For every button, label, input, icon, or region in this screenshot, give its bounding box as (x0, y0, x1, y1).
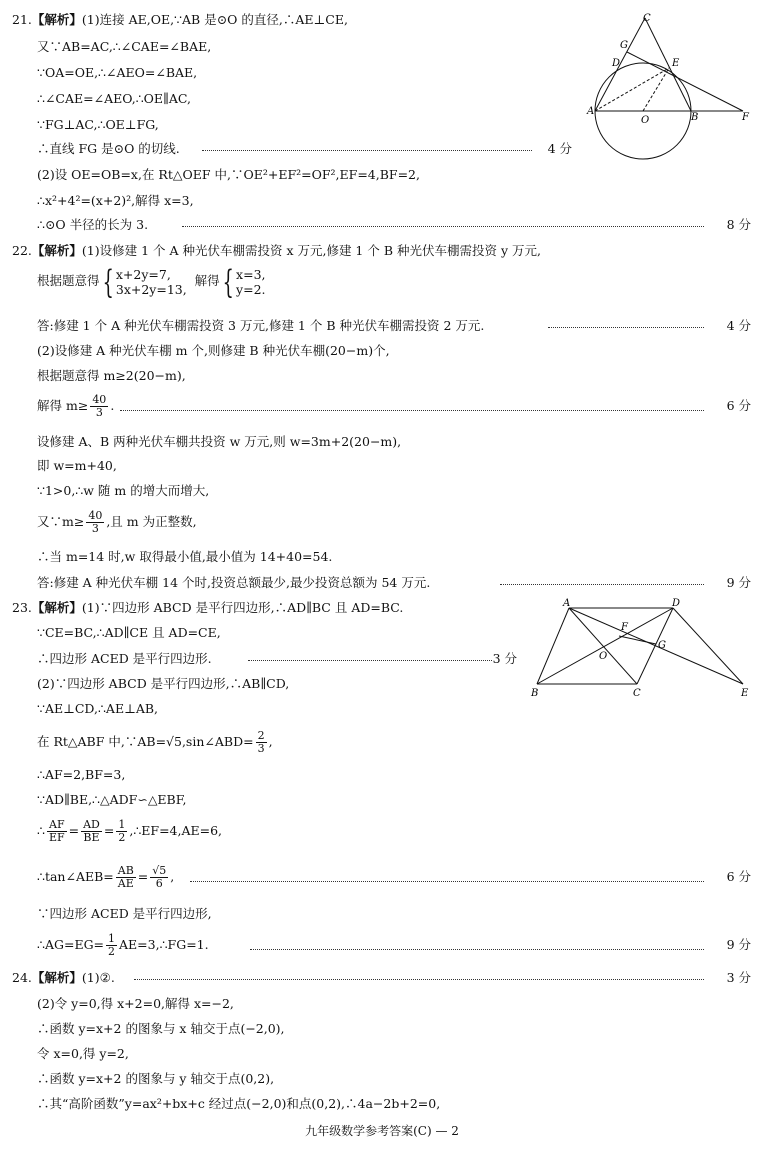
q21-leader-2 (182, 217, 704, 227)
q24-score-1: 3 分 (726, 970, 751, 985)
q22-analysis-tag: 【解析】 (31, 243, 82, 258)
q23-score-1: 3 分 (492, 651, 517, 666)
q22-line-2: 根据题意得{ x+2y=7, 3x+2y=13, 解得{ x=3, y=2. (37, 262, 266, 301)
q23-leader-3 (250, 940, 704, 950)
q23-line-2: ∵CE=BC,∴AD∥CE 且 AD=CE, (37, 625, 221, 640)
q24-analysis-tag: 【解析】 (31, 970, 82, 985)
q21-line-6: ∴直线 FG 是⊙O 的切线. (37, 141, 180, 156)
q22-line-5: 根据题意得 m≥2(20−m), (37, 368, 186, 383)
q24-line-3: ∴函数 y=x+2 的图象与 x 轴交于点(−2,0), (37, 1021, 285, 1036)
q22-line-3: 答:修建 1 个 A 种光伏车棚需投资 3 万元,修建 1 个 B 种光伏车棚需投资 2 万元. (37, 318, 485, 333)
q23-line-7: ∴AF=2,BF=3, (37, 767, 126, 782)
q24-line-2: (2)令 y=0,得 x+2=0,解得 x=−2, (37, 996, 234, 1011)
q23-line-4: (2)∵四边形 ABCD 是平行四边形,∴AB∥CD, (37, 676, 290, 691)
fig21-label-g: G (620, 40, 628, 51)
fig23-label-d: D (672, 598, 681, 609)
q22-line-1: 22.【解析】(1)设修建 1 个 A 种光伏车棚需投资 x 万元,修建 1 个 B 种光伏车棚需投资 y 万元, (12, 243, 541, 258)
q21-analysis-tag: 【解析】 (31, 12, 82, 27)
q21-line-2: 又∵AB=AC,∴∠CAE=∠BAE, (37, 39, 212, 54)
q23-score-2: 6 分 (726, 869, 751, 884)
fig21-label-f: F (742, 112, 749, 123)
q21-line-4: ∴∠CAE=∠AEO,∴OE∥AC, (37, 91, 191, 106)
q21-geometry-figure (585, 10, 755, 160)
q24-leader-1 (134, 970, 704, 980)
q22-line-6: 解得 m≥ $\frac{40}{3}$ . (37, 393, 115, 419)
fig21-label-d: D (612, 58, 621, 69)
fig21-label-o: O (641, 115, 650, 126)
q23-leader-2 (190, 872, 704, 882)
q21-line-1: 21.【解析】(1)连接 AE,OE,∵AB 是⊙O 的直径,∴AE⊥CE, (12, 12, 348, 27)
q21-line-8: ∴x²+4²=(x+2)²,解得 x=3, (37, 193, 194, 208)
fig23-label-b: B (531, 688, 539, 699)
q22-line-10: 又∵m≥ $\frac{40}{3}$ ,且 m 为正整数, (37, 509, 197, 535)
q21-score-1: 4 分 (547, 141, 572, 156)
q22-line-11: ∴当 m=14 时,w 取得最小值,最小值为 14+40=54. (37, 549, 333, 564)
q22-equation-system: x+2y=7, 3x+2y=13, (115, 266, 187, 297)
q23-line-11: ∵四边形 ACED 是平行四边形, (37, 906, 212, 921)
q21-line-9: ∴⊙O 半径的长为 3. (37, 217, 149, 232)
q22-score-1: 4 分 (726, 318, 751, 333)
page-footer: 九年级数学参考答案(C) — 2 (305, 1124, 459, 1138)
q21-line-7: (2)设 OE=OB=x,在 Rt△OEF 中,∵OE²+EF²=OF²,EF=4,BF=2, (37, 167, 420, 182)
q23-line-3: ∴四边形 ACED 是平行四边形. (37, 651, 212, 666)
q23-line-8: ∵AD∥BE,∴△ADF∽△EBF, (37, 792, 187, 807)
q23-line-12: ∴AG=EG= $\frac{1}{2}$ AE=3,∴FG=1. (37, 932, 209, 958)
q23-line-10: ∴tan∠AEB= $\frac{AB}{AE}$ = $\frac{√5}{6}$ , (37, 864, 175, 890)
q24-line-6: ∴其“高阶函数”y=ax²+bx+c 经过点(−2,0)和点(0,2),∴4a−2b+2=0, (37, 1096, 441, 1111)
q22-line-12: 答:修建 A 种光伏车棚 14 个时,投资总额最少,最少投资总额为 54 万元. (37, 575, 431, 590)
fig23-label-c: C (633, 688, 641, 699)
q22-solution-system: x=3, y=2. (236, 266, 266, 297)
q22-line-7: 设修建 A、B 两种光伏车棚共投资 w 万元,则 w=3m+2(20−m), (37, 434, 402, 449)
q22-line-4: (2)设修建 A 种光伏车棚 m 个,则修建 B 种光伏车棚(20−m)个, (37, 343, 390, 358)
q22-score-3: 9 分 (726, 575, 751, 590)
q22-line-8: 即 w=m+40, (37, 458, 117, 473)
q24-line-4: 令 x=0,得 y=2, (37, 1046, 129, 1061)
fig21-label-a: A (587, 106, 595, 117)
q22-line-9: ∵1>0,∴w 随 m 的增大而增大, (37, 483, 210, 498)
fig21-label-c: C (643, 13, 651, 24)
q23-score-3: 9 分 (726, 937, 751, 952)
q23-line-9: ∴ $\frac{AF}{EF}$ = $\frac{AD}{BE}$ = $\frac{1}{2}$ ,∴EF=4,AE=6, (37, 818, 223, 844)
q23-leader-1 (248, 651, 492, 661)
q22-score-2: 6 分 (726, 398, 751, 413)
q22-leader-2 (120, 401, 704, 411)
q24-line-1: 24.【解析】(1)②. (12, 970, 115, 985)
fig23-label-e: E (741, 688, 749, 699)
q23-line-5: ∵AE⊥CD,∴AE⊥AB, (37, 701, 159, 716)
q23-line-1: 23.【解析】(1)∵四边形 ABCD 是平行四边形,∴AD∥BC 且 AD=BC. (12, 600, 404, 615)
q23-line-6: 在 Rt△ABF 中,∵AB=√5,sin∠ABD= $\frac{2}{3}$ , (37, 729, 273, 755)
fig23-label-g: G (658, 640, 666, 651)
fig23-label-o: O (599, 651, 608, 662)
q21-leader-1 (202, 141, 532, 151)
q21-line-5: ∵FG⊥AC,∴OE⊥FG, (37, 117, 159, 132)
q24-line-5: ∴函数 y=x+2 的图象与 y 轴交于点(0,2), (37, 1071, 275, 1086)
q23-analysis-tag: 【解析】 (31, 600, 82, 615)
fig23-label-f: F (621, 622, 628, 633)
fig21-label-e: E (672, 58, 680, 69)
q21-score-2: 8 分 (726, 217, 751, 232)
q21-line-3: ∵OA=OE,∴∠AEO=∠BAE, (37, 65, 198, 80)
q23-geometry-figure (525, 596, 757, 700)
fig21-label-b: B (691, 112, 699, 123)
q22-leader-1 (548, 318, 704, 328)
q22-leader-3 (500, 575, 704, 585)
fig23-label-a: A (563, 598, 571, 609)
